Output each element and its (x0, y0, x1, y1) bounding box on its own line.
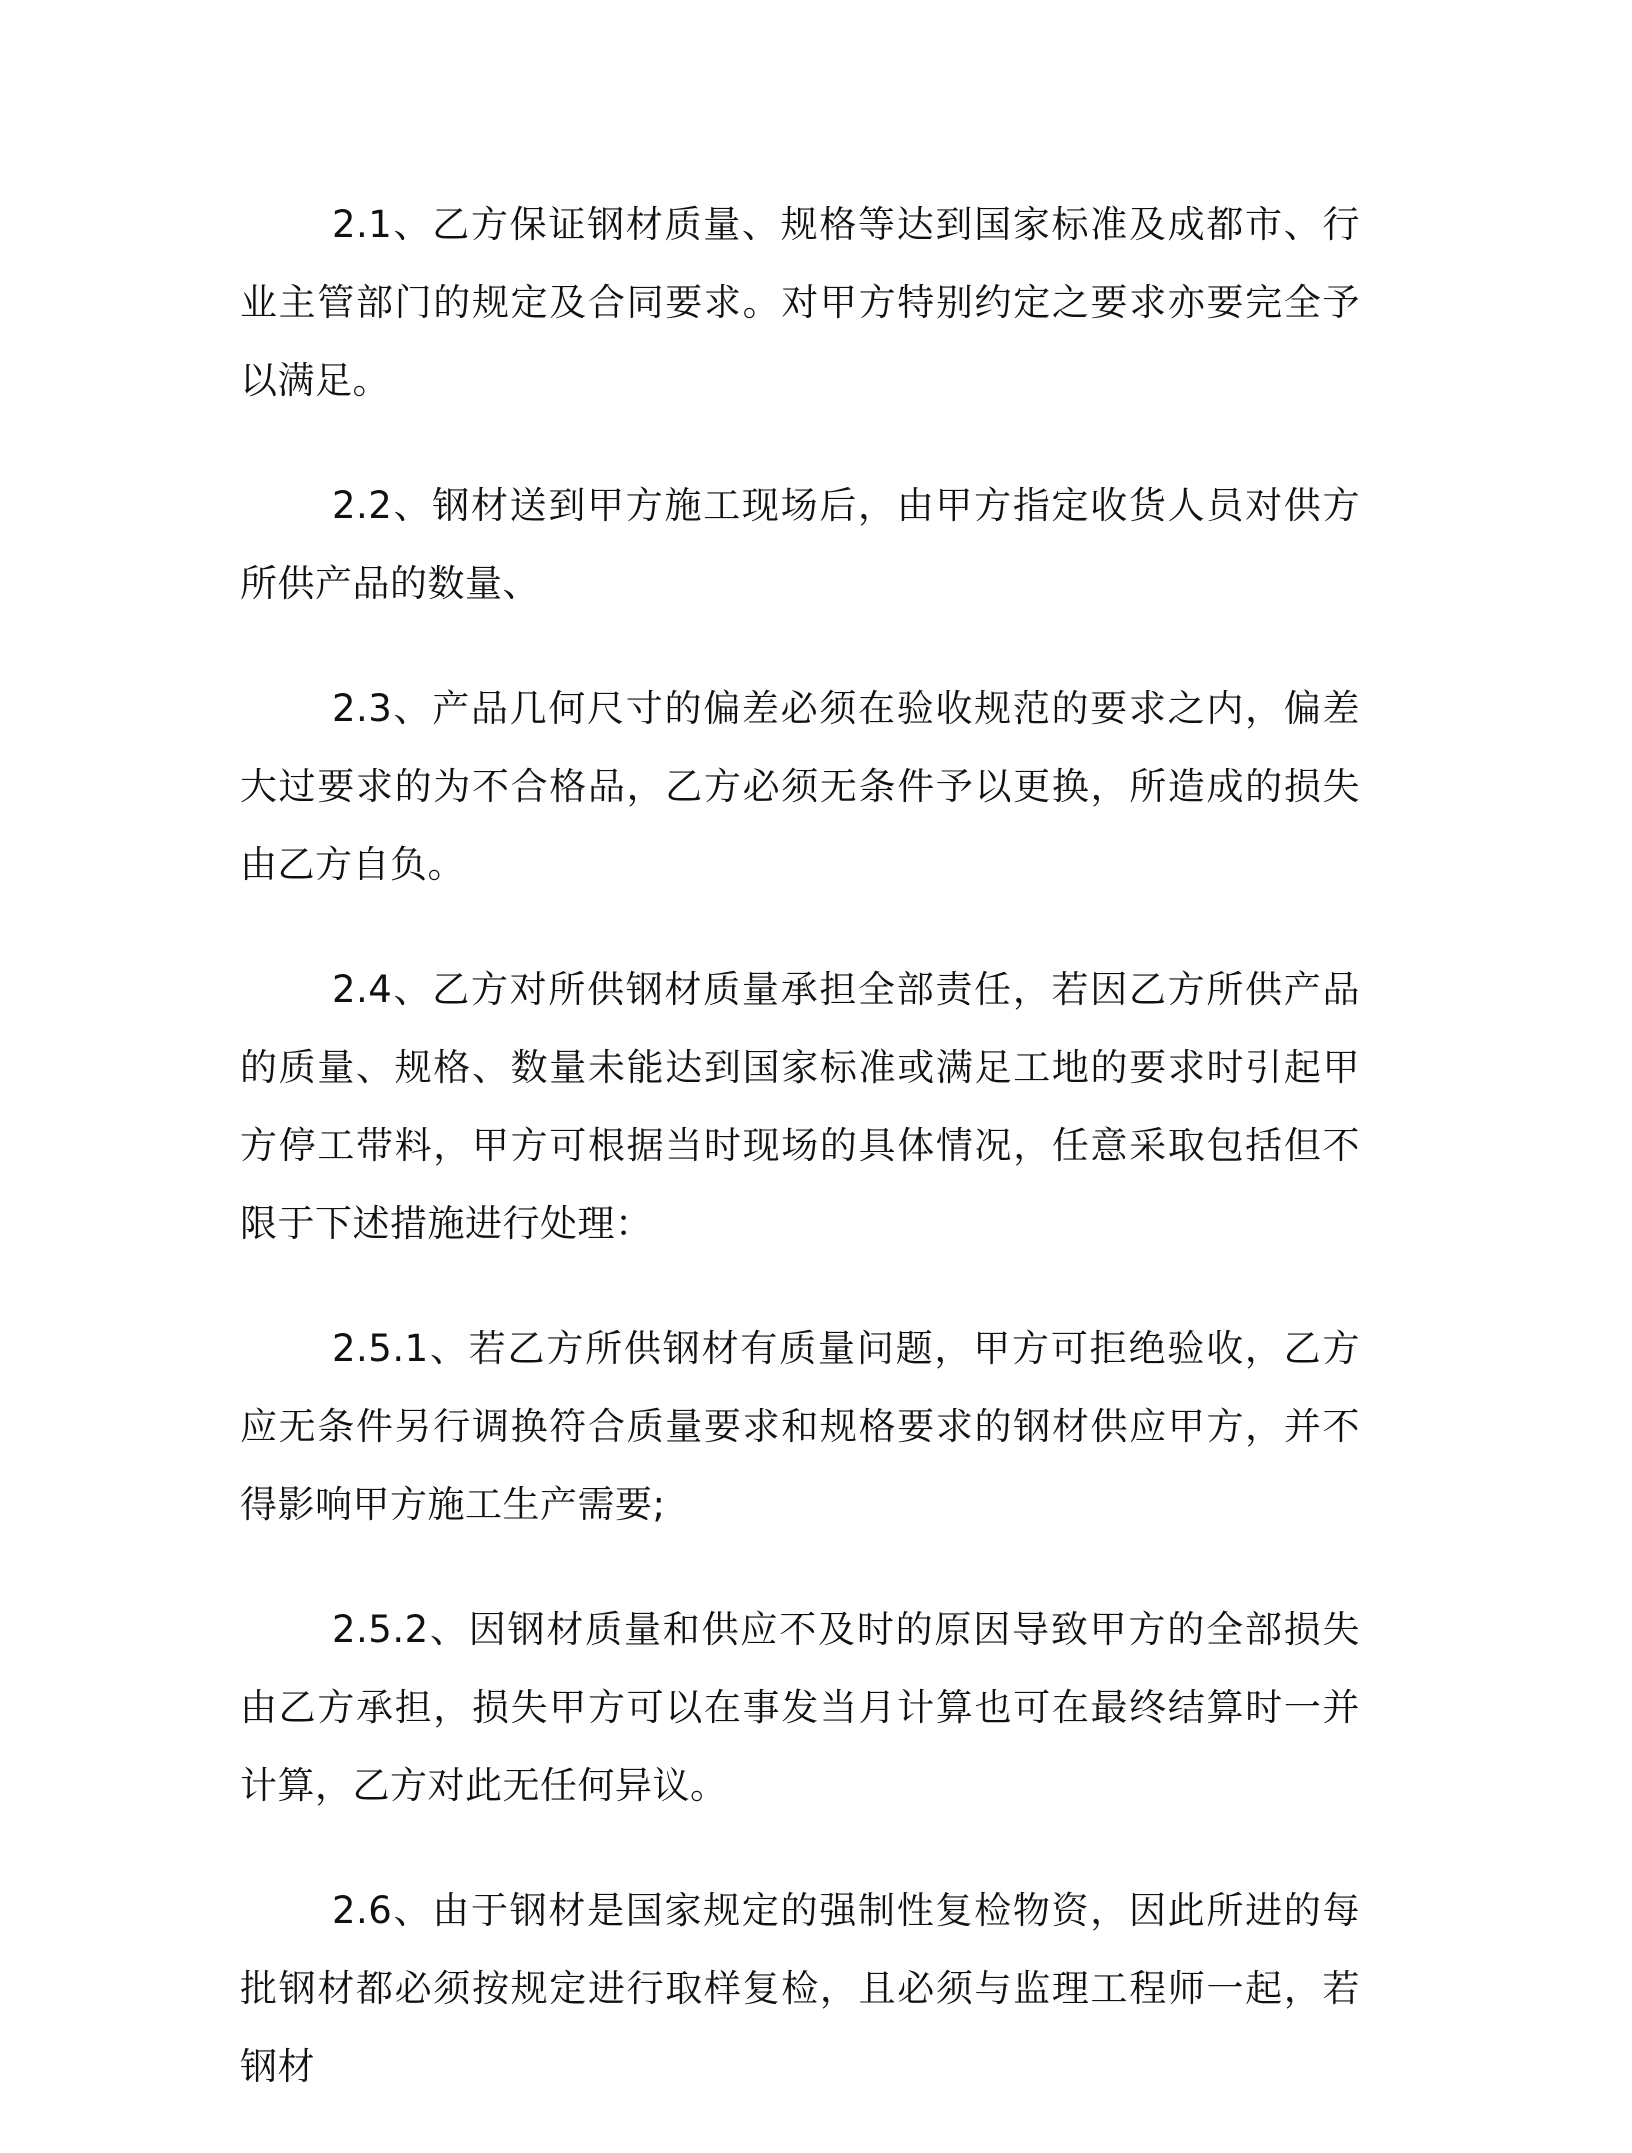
document-body (240, 186, 1360, 2153)
clause-2-4: 2.4、乙方对所供钢材质量承担全部责任，若因乙方所供产品的质量、规格、数量未能达到国家标准或满足工地的要求时引起甲方停工带料，甲方可根据当时现场的具体情况，任意采取包括但不限于下述措施进行处理： (240, 968, 1360, 1245)
clause-2-6: 2.6、由于钢材是国家规定的强制性复检物资，因此所进的每批钢材都必须按规定进行取样复检，且必须与监理工程师一起，若钢材 (240, 1889, 1360, 2088)
clause-2-3: 2.3、产品几何尺寸的偏差必须在验收规范的要求之内，偏差大过要求的为不合格品，乙方必须无条件予以更换，所造成的损失由乙方自负。 (240, 687, 1360, 886)
clause-2-5-1: 2.5.1、若乙方所供钢材有质量问题，甲方可拒绝验收，乙方应无条件另行调换符合质量要求和规格要求的钢材供应甲方，并不得影响甲方施工生产需要; (240, 1327, 1360, 1526)
clause-2-5-2: 2.5.2、因钢材质量和供应不及时的原因导致甲方的全部损失由乙方承担，损失甲方可以在事发当月计算也可在最终结算时一并计算，乙方对此无任何异议。 (240, 1608, 1360, 1807)
clause-2-2: 2.2、钢材送到甲方施工现场后，由甲方指定收货人员对供方所供产品的数量、 (240, 484, 1360, 605)
clause-2-1: 2.1、乙方保证钢材质量、规格等达到国家标准及成都市、行业主管部门的规定及合同要求。对甲方特别约定之要求亦要完全予以满足。 (240, 203, 1360, 402)
